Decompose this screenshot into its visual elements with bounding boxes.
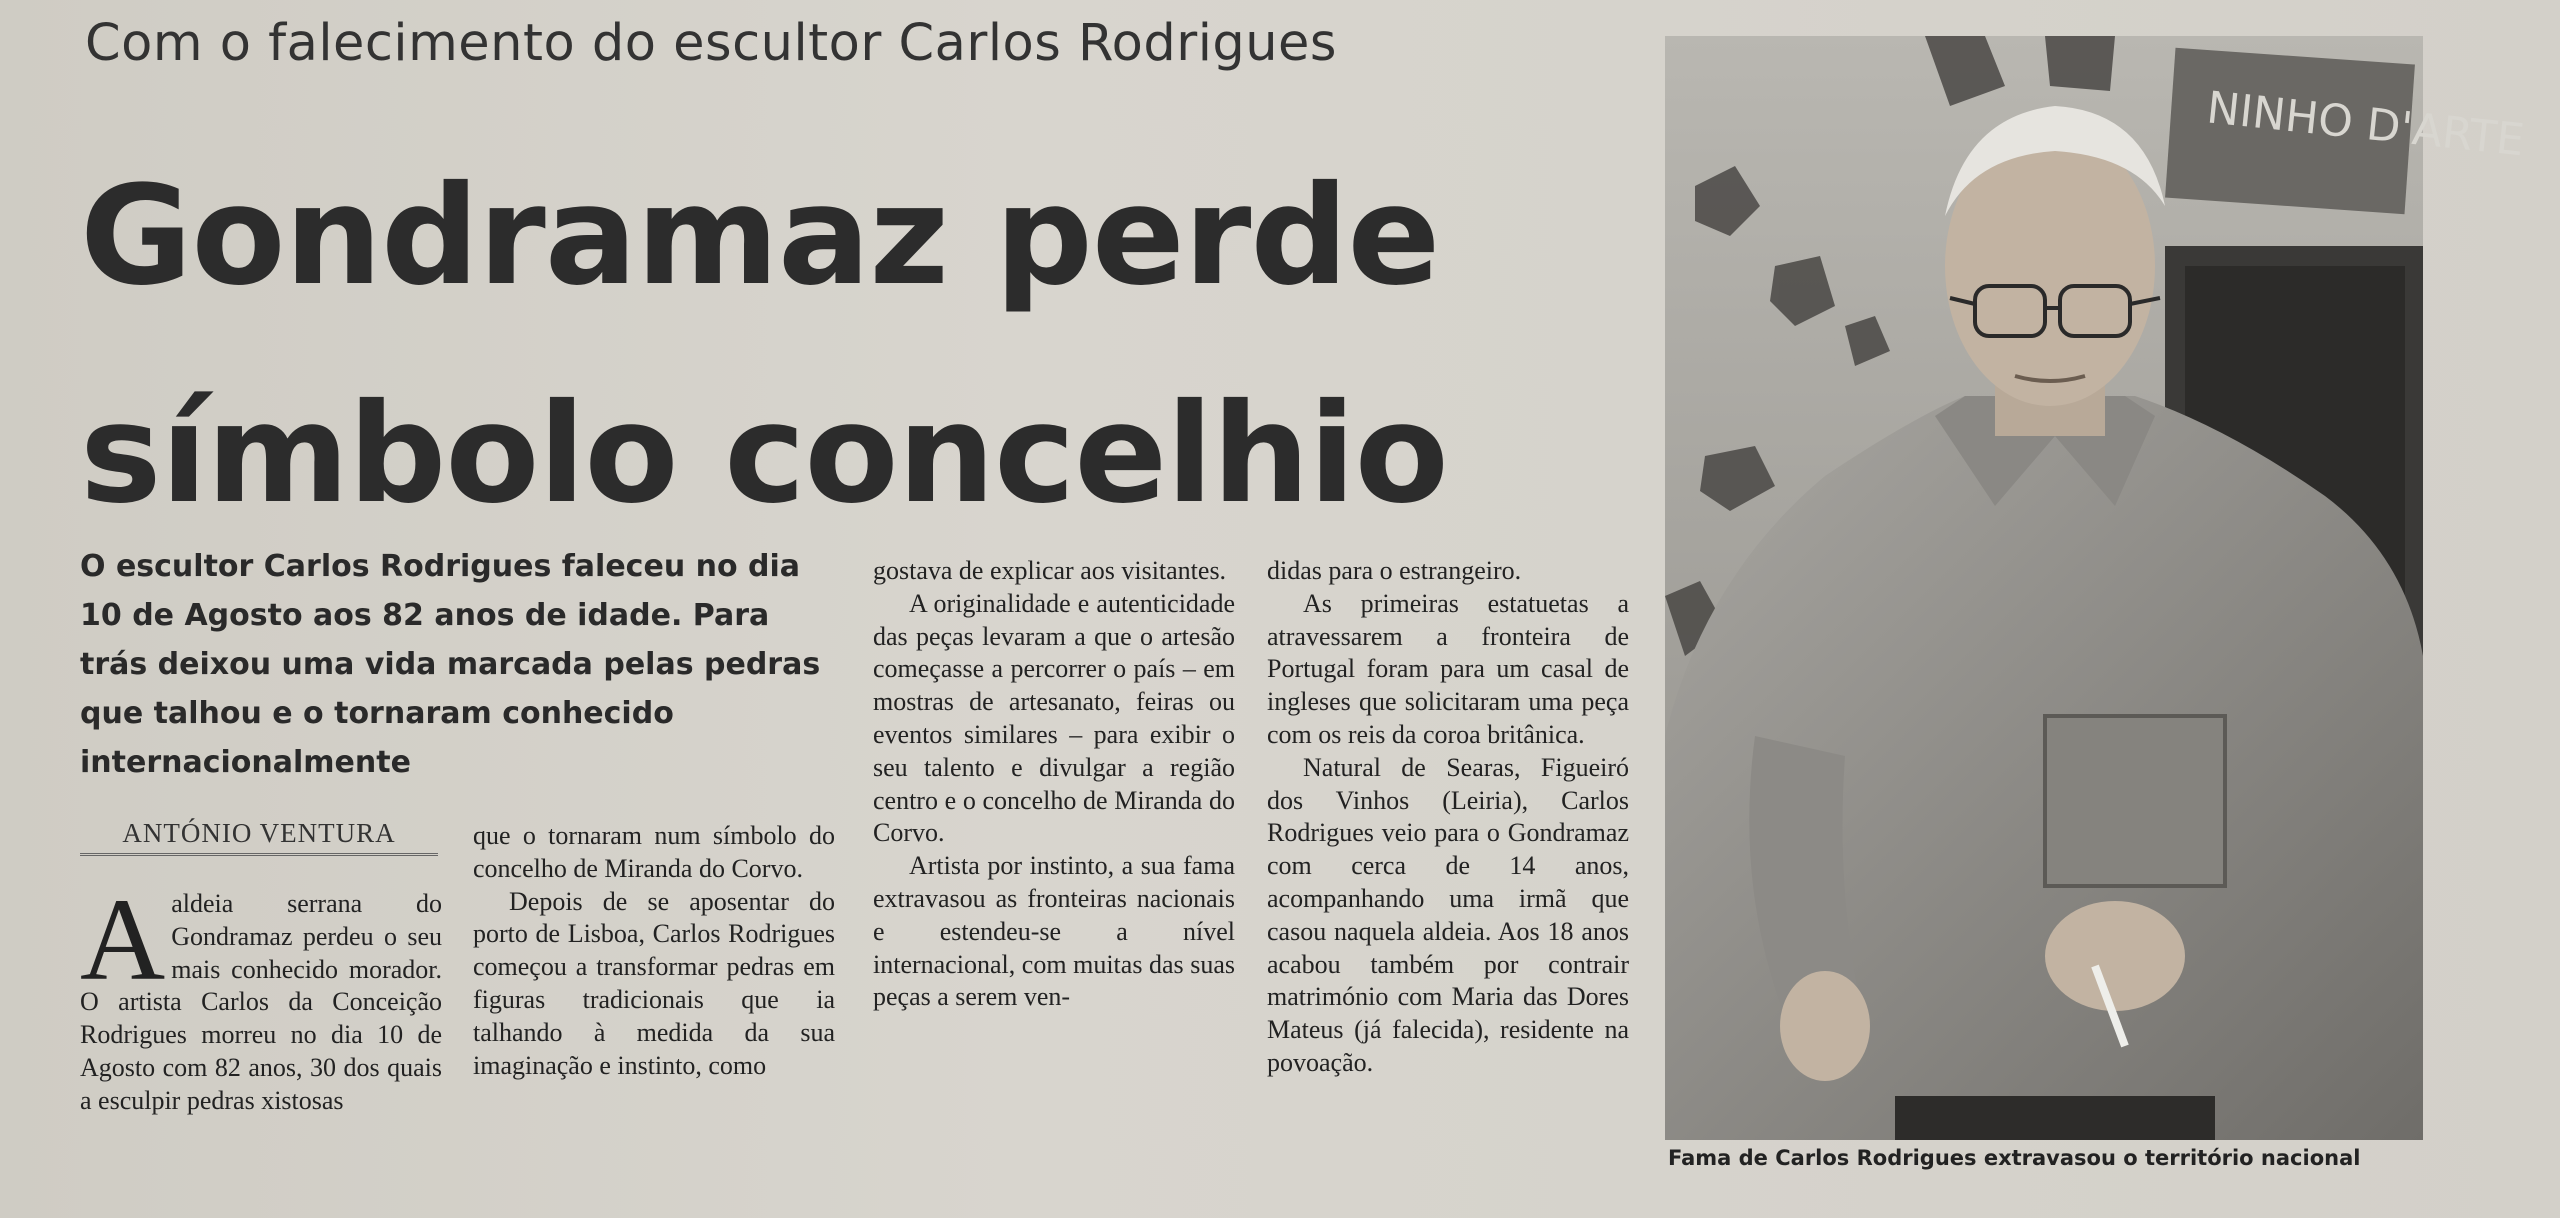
article-kicker: Com o falecimento do escultor Carlos Rodrigues: [85, 14, 1338, 73]
photo-sign-text: NINHO D'ARTE: [2204, 82, 2527, 167]
col4-paragraph-1: didas para o estrangeiro.: [1267, 556, 1522, 585]
text-column-4: [1267, 555, 1629, 1080]
photo-caption: Fama de Carlos Rodrigues extravasou o território nacional: [1668, 1146, 2361, 1170]
text-column-2: [473, 820, 835, 1082]
col3-paragraph-3: Artista por instinto, a sua fama extravasou as fronteiras nacionais e estendeu-se a nível internacional, com muitas das suas peças a serem ven-: [873, 851, 1235, 1012]
col4-paragraph-2: As primeiras estatuetas a atravessarem a fronteira de Portugal foram para um casal de ingleses que solicitaram uma peça com os reis da coroa britânica.: [1267, 588, 1629, 749]
article-byline: ANTÓNIO VENTURA: [80, 818, 438, 856]
portrait-photo: [1665, 36, 2527, 1140]
col4-paragraph-3: Natural de Searas, Figueiró dos Vinhos (Leiria), Carlos Rodrigues veio para o Gondramaz com cerca de 14 anos, acompanhando uma irmã que casou naquela aldeia. Aos 18 anos acabou também por contrair matrimónio com Maria das Dores Mateus (já falecida), residente na povoação.: [1267, 752, 1629, 1077]
article-headline: [80, 128, 1448, 564]
col1-text: aldeia serrana do Gondramaz perdeu o seu mais conhecido morador. O artista Carlos da Conceição Rodrigues morreu no dia 10 de Agosto com 82 anos, 30 dos quais a esculpir pedras xistosas: [80, 889, 442, 1115]
text-column-3: [873, 555, 1235, 1014]
col3-paragraph-2: A originalidade e autenticidade das peças levaram a que o artesão começasse a percorrer o país – em mostras de artesanato, feiras ou eventos similares – para exibir o seu talento e divulgar a região centro e o concelho de Miranda do Corvo.: [873, 588, 1235, 848]
col2-paragraph-2: Depois de se aposentar do porto de Lisboa, Carlos Rodrigues começou a transformar pedras em figuras tradicionais que ia talhando à medida da sua imaginação e instinto, como: [473, 886, 835, 1080]
drop-cap: A: [80, 874, 166, 1005]
headline-line-1: Gondramaz perde: [80, 157, 1440, 316]
headline-line-2: símbolo concelhio: [80, 375, 1448, 534]
col2-paragraph-1: que o tornaram num símbolo do concelho de Miranda do Corvo.: [473, 821, 835, 883]
article-lede: O escultor Carlos Rodrigues faleceu no dia 10 de Agosto aos 82 anos de idade. Para trás deixou uma vida marcada pelas pedras que talhou e o tornaram conhecido internacionalmente: [80, 549, 821, 780]
text-column-1: [80, 874, 442, 1118]
col3-paragraph-1: gostava de explicar aos visitantes.: [873, 556, 1227, 585]
photo-illustration: [1665, 36, 2527, 1140]
